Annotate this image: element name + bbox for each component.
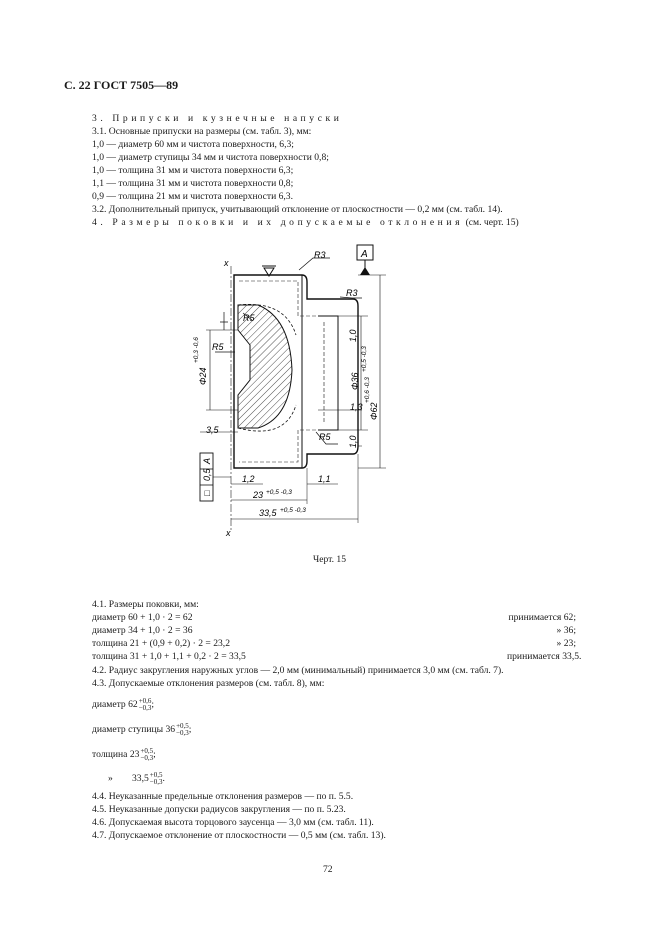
label-12: 1,2	[242, 474, 255, 484]
section4-heading	[92, 216, 519, 229]
page-header: С. 22 ГОСТ 7505—89	[64, 78, 179, 92]
tolerance-value: 23	[129, 749, 140, 761]
tolerance-row	[92, 723, 191, 737]
label-11: 1,1	[318, 474, 331, 484]
label-v10-top: 1,0	[348, 329, 358, 342]
tolerance-end: ;	[188, 724, 192, 736]
datum-triangle	[360, 267, 370, 275]
para-4-4: 4.4. Неуказанные предельные отклонения размеров — по п. 5.5.	[92, 791, 354, 802]
section41-title: 4.1. Размеры поковки, мм:	[92, 599, 199, 610]
tolerance-row	[92, 748, 156, 762]
label-23: 23	[253, 490, 264, 500]
label-d62: Φ62	[369, 402, 379, 420]
label-v10-bot: 1,0	[348, 435, 358, 448]
section3-line: 1,1 — толщина 31 мм и чистота поверхности 0,8;	[92, 178, 294, 189]
tolerance-end: ;	[153, 749, 156, 761]
calc-row: толщина 21 + (0,9 + 0,2) · 2 = 23,2	[92, 638, 231, 649]
axis-label-top: x	[224, 258, 229, 268]
tolerance-plus: +0,5	[149, 771, 163, 779]
para-4-5: 4.5. Неуказанные допуски радиусов закругления — по п. 5.23.	[92, 804, 346, 815]
label-d36-tol: +0,5 -0,3	[361, 346, 368, 372]
section3-line: 1,0 — диаметр 60 мм и чистота поверхности, 6,3;	[92, 139, 294, 150]
label-d36: Φ36	[350, 372, 360, 390]
label-frame-datum: A	[202, 457, 212, 464]
label-r5-a: R5	[243, 313, 255, 323]
label-frame-box: □	[202, 490, 212, 496]
label-d24-tol: +0,3 -0,6	[193, 337, 200, 363]
tolerance-end: ;	[151, 699, 155, 711]
calc-row: диаметр 60 + 1,0 · 2 = 62	[92, 612, 193, 623]
label-v13: 1,3	[350, 402, 363, 412]
section3-line: 3.2. Дополнительный припуск, учитывающий отклонение от плоскостности — 0,2 мм (см. табл. 14).	[92, 204, 503, 215]
tolerance-label: диаметр ступицы	[92, 724, 164, 736]
tolerance-minus: −0,3	[149, 778, 163, 786]
drawing-caption: Черт. 15	[313, 554, 347, 565]
section3-heading: 3. Припуски и кузнечные напуски	[92, 113, 343, 124]
tolerance-minus: −0,3	[176, 729, 189, 737]
label-r3-mid: R3	[346, 288, 358, 298]
tolerance-row	[92, 698, 154, 712]
tolerance-label: »	[108, 773, 113, 785]
forging-drawing	[190, 236, 420, 540]
section3-line: 1,0 — диаметр ступицы 34 мм и чистота поверхности 0,8;	[92, 152, 329, 163]
tolerance-value: 36	[165, 724, 176, 736]
tolerance-row	[108, 772, 165, 786]
tolerance-minus: −0,3	[138, 704, 152, 712]
tolerance-plus: +0,5	[176, 722, 189, 730]
section3-line: 0,9 — толщина 21 мм и чистота поверхности 6,3.	[92, 191, 294, 202]
label-23-tol: +0,5 -0,3	[266, 489, 292, 496]
label-d24: Φ24	[198, 367, 208, 385]
tolerance-value: 33,5	[131, 773, 149, 785]
tolerance-minus: −0,3	[140, 754, 154, 762]
label-d62-tol: +0,6 -0,3	[364, 377, 371, 403]
calc-result: принимается 62;	[508, 612, 576, 623]
para-4-3: 4.3. Допускаемые отклонения размеров (см. табл. 8), мм:	[92, 678, 325, 689]
hatched-section	[238, 305, 292, 428]
tolerance-label: диаметр	[92, 699, 126, 711]
label-r5-b: R5	[212, 342, 224, 352]
label-335: 33,5	[259, 508, 277, 518]
section4-heading-spaced: 4. Размеры поковки и их допускаемые отклонения	[92, 217, 464, 228]
label-335-tol: +0,5 -0,3	[280, 507, 306, 514]
tolerance-value: 62	[128, 699, 138, 711]
section4-heading-ref: (см. черт. 15)	[465, 217, 519, 228]
calc-row: диаметр 34 + 1,0 · 2 = 36	[92, 625, 193, 636]
label-r3-top: R3	[314, 250, 326, 260]
page-number: 72	[323, 864, 333, 875]
label-datum: A	[361, 249, 368, 260]
label-r5-c: R5	[319, 432, 331, 442]
calc-result: » 23;	[556, 638, 576, 649]
section3-line: 1,0 — толщина 31 мм и чистота поверхности 6,3;	[92, 165, 294, 176]
calc-result: принимается 33,5.	[507, 651, 582, 662]
para-4-6: 4.6. Допускаемая высота торцового заусенца — 3,0 мм (см. табл. 11).	[92, 817, 374, 828]
tolerance-plus: +0,6	[138, 697, 152, 705]
section3-line: 3.1. Основные припуски на размеры (см. табл. 3), мм:	[92, 126, 312, 137]
axis-label-bottom: x	[226, 528, 231, 538]
para-4-2: 4.2. Радиус закругления наружных углов — 2,0 мм (минимальный) принимается 3,0 мм (см. табл. 7).	[92, 665, 504, 676]
calc-row: толщина 31 + 1,0 + 1,1 + 0,2 · 2 = 33,5	[92, 651, 246, 662]
label-35: 3,5	[206, 425, 219, 435]
tolerance-plus: +0,5	[140, 747, 154, 755]
label-frame-tol: 0,5	[202, 468, 212, 481]
calc-result: » 36;	[556, 625, 576, 636]
para-4-7: 4.7. Допускаемое отклонение от плоскостности — 0,5 мм (см. табл. 13).	[92, 830, 386, 841]
tolerance-label: толщина	[92, 749, 128, 761]
tolerance-end: .	[162, 773, 165, 785]
